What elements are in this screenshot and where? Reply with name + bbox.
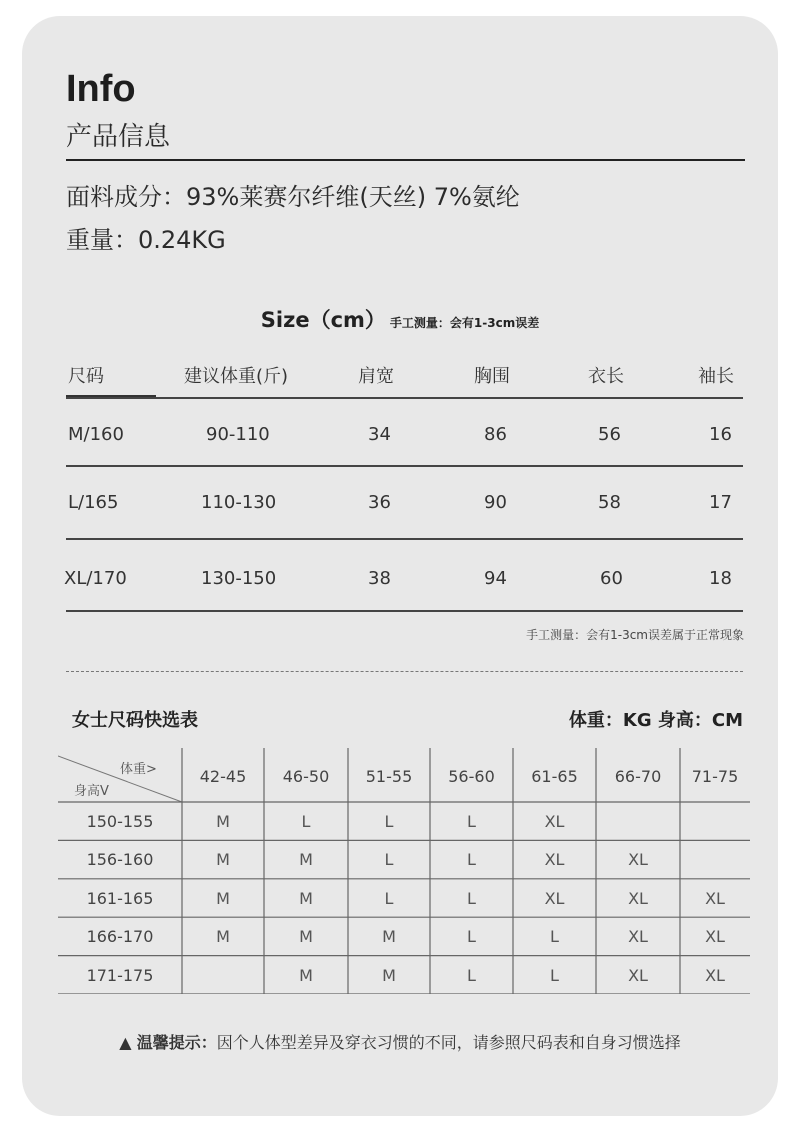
table-divider xyxy=(66,538,743,540)
size-recommendation: XL xyxy=(544,850,565,870)
size-recommendation: XL xyxy=(628,888,648,908)
title-cn: 产品信息 xyxy=(66,122,171,152)
size-cell: 16 xyxy=(709,424,732,445)
size-cell: 86 xyxy=(484,424,507,445)
table-divider xyxy=(66,610,743,612)
size-recommendation: M xyxy=(382,965,396,985)
size-cell: 90-110 xyxy=(206,424,270,445)
size-title-text: Size（cm） xyxy=(260,308,386,332)
col-weight: 建议体重(斤) xyxy=(184,366,289,387)
size-recommendation: L xyxy=(384,812,394,831)
size-recommendation: M xyxy=(299,927,313,947)
corner-height-label: 身高V xyxy=(74,784,109,799)
weight-spec: 重量：0.24KG xyxy=(66,226,226,254)
warning-notice xyxy=(0,1030,800,1053)
size-recommendation: L xyxy=(467,850,476,870)
size-recommendation: XL xyxy=(628,965,648,985)
size-recommendation: M xyxy=(382,927,396,947)
size-recommendation: M xyxy=(216,812,230,831)
height-label: 161-165 xyxy=(86,888,154,908)
height-label: 171-175 xyxy=(86,965,154,985)
weight-header: 61-65 xyxy=(531,767,578,786)
size-recommendation: L xyxy=(384,888,394,908)
table-divider xyxy=(66,397,743,399)
size-table-title xyxy=(0,304,800,334)
size-recommendation: XL xyxy=(628,850,648,870)
fabric-composition: 面料成分：93%莱赛尔纤维(天丝) 7%氨纶 xyxy=(66,183,520,211)
size-recommendation: L xyxy=(301,812,311,831)
weight-header: 66-70 xyxy=(614,767,662,786)
size-cell: 90 xyxy=(484,492,507,513)
warning-text: 因个人体型差异及穿衣习惯的不同，请参照尺码表和自身习惯选择 xyxy=(216,1033,681,1052)
size-recommendation: L xyxy=(467,812,476,831)
corner-weight-label: 体重> xyxy=(120,762,157,777)
size-recommendation: L xyxy=(384,850,394,870)
measurement-footnote: 手工测量：会有1-3cm误差属于正常现象 xyxy=(526,628,744,642)
size-recommendation: XL xyxy=(705,965,725,985)
size-recommendation: M xyxy=(299,850,313,870)
size-cell: 36 xyxy=(368,492,391,513)
warning-label: 温馨提示： xyxy=(136,1033,217,1052)
size-recommendation: XL xyxy=(705,888,725,908)
size-recommendation: M xyxy=(216,888,230,908)
size-recommendation: L xyxy=(467,888,476,908)
size-cell: 60 xyxy=(600,568,623,589)
size-recommendation: L xyxy=(550,965,559,985)
size-recommendation: M xyxy=(299,888,313,908)
size-title-note: 手工测量：会有1-3cm误差 xyxy=(389,316,540,330)
size-recommendation: L xyxy=(467,965,476,985)
col-shoulder: 肩宽 xyxy=(358,366,394,387)
warning-triangle-icon: ▲ xyxy=(119,1033,132,1052)
size-cell: 58 xyxy=(598,492,621,513)
weight-header: 71-75 xyxy=(691,767,739,786)
size-cell: M/160 xyxy=(68,424,124,445)
weight-header: 46-50 xyxy=(282,767,330,786)
col-chest: 胸围 xyxy=(474,366,510,387)
size-cell: 56 xyxy=(598,424,621,445)
height-label: 166-170 xyxy=(86,927,154,947)
size-cell: 38 xyxy=(368,568,391,589)
women-size-grid xyxy=(58,748,750,994)
title-en: Info xyxy=(66,68,136,110)
weight-header: 56-60 xyxy=(448,767,495,786)
size-cell: L/165 xyxy=(68,492,119,513)
size-cell: 17 xyxy=(709,492,732,513)
size-recommendation: XL xyxy=(544,812,565,831)
size-recommendation: M xyxy=(299,965,313,985)
table-divider xyxy=(66,465,743,467)
size-recommendation: XL xyxy=(705,927,725,947)
size-cell: XL/170 xyxy=(64,568,127,589)
height-label: 150-155 xyxy=(86,812,154,831)
size-cell: 34 xyxy=(368,424,391,445)
women-chart-units: 体重：KG 身高：CM xyxy=(568,710,743,731)
size-cell: 94 xyxy=(484,568,507,589)
header-divider xyxy=(66,159,745,161)
size-recommendation: M xyxy=(216,927,230,947)
size-recommendation: M xyxy=(216,850,230,870)
dashed-divider xyxy=(66,671,743,672)
col-length: 衣长 xyxy=(588,366,624,387)
size-recommendation: L xyxy=(467,927,476,947)
height-label: 156-160 xyxy=(86,850,154,870)
size-cell: 130-150 xyxy=(201,568,277,589)
size-recommendation: XL xyxy=(544,888,565,908)
weight-header: 42-45 xyxy=(199,767,247,786)
weight-header: 51-55 xyxy=(365,767,413,786)
size-cell: 110-130 xyxy=(201,492,277,513)
women-chart-title: 女士尺码快选表 xyxy=(72,710,198,731)
size-cell: 18 xyxy=(709,568,732,589)
size-recommendation: L xyxy=(550,927,559,947)
col-sleeve: 袖长 xyxy=(698,366,734,387)
size-recommendation: XL xyxy=(628,927,648,947)
col-size: 尺码 xyxy=(68,366,104,387)
